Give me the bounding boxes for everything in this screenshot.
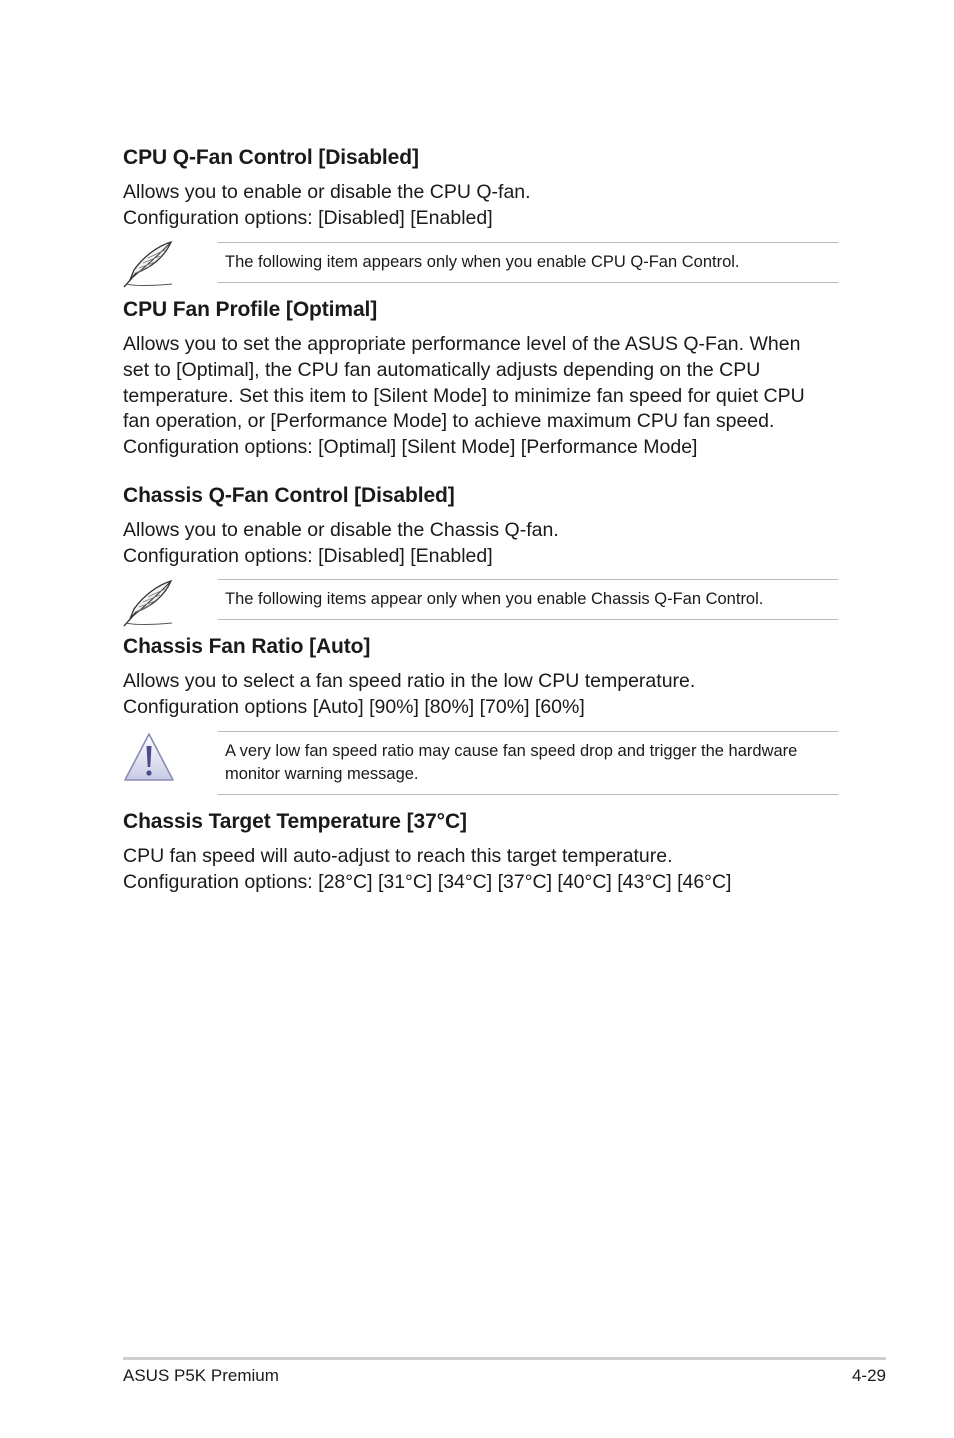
quill-note-icon bbox=[122, 240, 174, 295]
footer-page-number: 4-29 bbox=[851, 1366, 886, 1385]
note-bottom-rule bbox=[218, 794, 838, 795]
paragraph-line: Allows you to set the appropriate performance level of the ASUS Q-Fan. When bbox=[123, 333, 801, 355]
paragraph-line: fan operation, or [Performance Mode] to achieve maximum CPU fan speed. bbox=[123, 410, 775, 432]
note-text: A very low fan speed ratio may cause fan speed drop and trigger the hardware bbox=[225, 742, 798, 760]
note-text: The following items appear only when you enable Chassis Q-Fan Control. bbox=[225, 590, 764, 608]
warning-triangle-icon bbox=[122, 731, 176, 788]
paragraph-line: set to [Optimal], the CPU fan automatically adjusts depending on the CPU bbox=[123, 359, 761, 381]
heading-chassis-fan-ratio: Chassis Fan Ratio [Auto] bbox=[123, 635, 371, 658]
footer-rule bbox=[123, 1357, 886, 1360]
paragraph-line: Allows you to enable or disable the Chassis Q-fan. bbox=[123, 519, 559, 541]
heading-cpu-fan-profile: CPU Fan Profile [Optimal] bbox=[123, 298, 378, 321]
paragraph-line: Allows you to select a fan speed ratio in the low CPU temperature. bbox=[123, 670, 696, 692]
paragraph-line: Configuration options: [Disabled] [Enabled] bbox=[123, 545, 493, 567]
paragraph-line: Configuration options: [Disabled] [Enabled] bbox=[123, 207, 493, 229]
note-top-rule bbox=[218, 731, 838, 732]
paragraph-line: Configuration options: [Optimal] [Silent Mode] [Performance Mode] bbox=[123, 436, 698, 458]
paragraph-line: Configuration options: [28°C] [31°C] [34°C] [37°C] [40°C] [43°C] [46°C] bbox=[123, 871, 732, 893]
note-bottom-rule bbox=[218, 619, 838, 620]
heading-cpu-qfan-control: CPU Q-Fan Control [Disabled] bbox=[123, 146, 419, 169]
heading-chassis-target-temperature: Chassis Target Temperature [37°C] bbox=[123, 810, 467, 833]
note-top-rule bbox=[218, 242, 838, 243]
note-text: The following item appears only when you enable CPU Q-Fan Control. bbox=[225, 253, 740, 271]
heading-chassis-qfan-control: Chassis Q-Fan Control [Disabled] bbox=[123, 484, 455, 507]
note-text: monitor warning message. bbox=[225, 765, 419, 783]
note-bottom-rule bbox=[218, 282, 838, 283]
paragraph-line: CPU fan speed will auto-adjust to reach this target temperature. bbox=[123, 845, 673, 867]
footer-product-name: ASUS P5K Premium bbox=[123, 1366, 279, 1385]
paragraph-line: Configuration options [Auto] [90%] [80%] [70%] [60%] bbox=[123, 696, 585, 718]
note-top-rule bbox=[218, 579, 838, 580]
paragraph-line: temperature. Set this item to [Silent Mode] to minimize fan speed for quiet CPU bbox=[123, 385, 805, 407]
quill-note-icon bbox=[122, 579, 174, 634]
paragraph-line: Allows you to enable or disable the CPU Q-fan. bbox=[123, 181, 531, 203]
